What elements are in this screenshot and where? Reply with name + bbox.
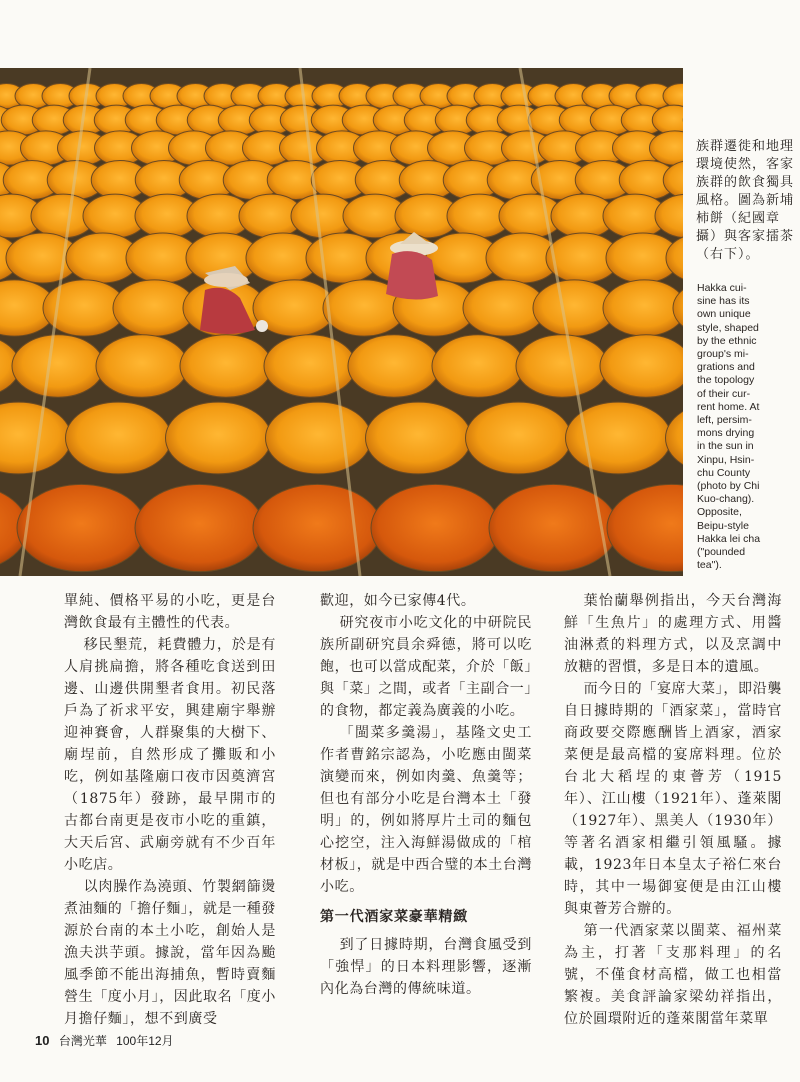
paragraph: 以肉臊作為澆頭、竹製網篩燙煮油麵的「擔仔麵」，就是一種發源於台南的本土小吃，創始人是漁夫洪芋頭。據說，當年因為颱風季節不能出海捕魚，暫時賣麵營生「度小月」，因此取名「度小月擔仔麵」，想不到廣受	[64, 879, 276, 1027]
paragraph: 移民墾荒，耗費體力，於是有人肩挑扁擔，將各種吃食送到田邊、山邊供開墾者食用。初民落戶為了祈求平安，興建廟宇舉辦迎神賽會，人群聚集的大樹下、廟埕前，自然形成了攤販和小吃，例如基隆廟口夜市因奠濟宮（1875年）發跡，最早開市的古都台南更是夜市小吃的重鎮，大天后宮、武廟旁就有不少百年小吃店。	[64, 637, 276, 873]
photo-caption-chinese: 族群遷徙和地理環境使然，客家族群的飲食獨具風格。圖為新埔柿餅（紀國章攝）與客家擂茶（右下）。	[696, 139, 795, 262]
caption-line: Beipu-style	[697, 519, 749, 532]
caption-line: Xinpu, Hsin-	[697, 453, 755, 466]
caption-line: (photo by Chi	[697, 480, 760, 493]
drying-tray	[600, 335, 683, 397]
persimmon-drying-photo	[0, 68, 683, 576]
drying-tray	[603, 280, 683, 336]
article-column-2	[320, 590, 532, 1000]
caption-line: chu County	[697, 466, 751, 479]
paragraph: 研究夜市小吃文化的中研院民族所副研究員余舜德，將可以吃飽，也可以當成配菜，介於「飯」與「菜」之間，或者「主副合一」的食物，都定義為廣義的小吃。	[320, 615, 532, 719]
caption-line: in the sun in	[697, 440, 754, 453]
caption-line: by the ethnic	[697, 334, 757, 347]
page-number: 10	[35, 1033, 50, 1048]
drying-tray	[96, 335, 188, 397]
paragraph: 「閩菜多羹湯」，基隆文史工作者曹銘宗認為，小吃應由閩菜演變而來，例如肉羹、魚羹等；但也有部分小吃是台灣本土「發明」的，例如將厚片土司的麵包心挖空，注入海鮮湯做成的「棺材板」，就是中西合璧的本土台灣小吃。	[320, 725, 532, 895]
caption-line: ("pounded	[697, 546, 746, 559]
caption-line: Hakka lei cha	[697, 532, 761, 545]
drying-tray	[516, 335, 608, 397]
paragraph: 歡迎，如今已家傳4代。	[320, 593, 476, 609]
drying-tray	[266, 402, 372, 474]
caption-line: grations and	[697, 361, 755, 374]
caption-line: Hakka cui-	[697, 282, 747, 294]
article-column-1	[64, 590, 276, 1030]
drying-tray	[166, 402, 272, 474]
drying-tray	[17, 484, 146, 571]
section-heading: 第一代酒家菜豪華精緻	[320, 909, 468, 925]
caption-line: the topology	[697, 374, 755, 387]
drying-tray	[366, 402, 472, 474]
photo-caption-english	[697, 282, 793, 572]
drying-tray	[66, 402, 172, 474]
drying-tray	[371, 484, 500, 571]
drying-tray	[432, 335, 524, 397]
caption-line: style, shaped	[697, 321, 759, 334]
drying-tray	[135, 484, 264, 571]
drying-tray	[466, 402, 572, 474]
drying-tray	[264, 335, 356, 397]
magazine-name: 台灣光華	[58, 1034, 107, 1048]
paragraph: 單純、價格平易的小吃，更是台灣飲食最有主體性的代表。	[64, 593, 276, 631]
drying-tray	[12, 335, 104, 397]
caption-line: Kuo-chang).	[697, 493, 755, 506]
caption-line: rent home. At	[697, 400, 760, 413]
paragraph: 到了日據時期，台灣食風受到「強悍」的日本料理影響，逐漸內化為台灣的傳統味道。	[320, 937, 532, 997]
article-column-3	[564, 590, 782, 1030]
paragraph: 葉怡蘭舉例指出，今天台灣海鮮「生魚片」的處理方式、用醬油淋煮的料理方式，以及烹調中放糖的習慣，多是日本的遺風。	[564, 593, 782, 675]
caption-line: Opposite,	[697, 506, 742, 519]
caption-line: tea").	[697, 559, 722, 572]
drying-tray	[489, 484, 618, 571]
drying-tray	[253, 484, 382, 571]
caption-line: sine has its	[697, 295, 750, 308]
page-footer	[35, 1032, 180, 1049]
caption-line: of their cur-	[697, 387, 751, 400]
paragraph: 第一代酒家菜以閩菜、福州菜為主，打著「支那料理」的名號，不僅食材高檔，做工也相當繁複。美食評論家梁幼祥指出，位於圓環附近的蓬萊閣當年菜單	[564, 923, 782, 1027]
issue-date: 100年12月	[116, 1034, 174, 1048]
caption-line: left, persim-	[697, 414, 752, 427]
caption-line: own unique	[697, 308, 751, 321]
drying-tray	[180, 335, 272, 397]
caption-line: mons drying	[697, 427, 755, 440]
caption-line: group's mi-	[697, 348, 749, 361]
paragraph: 而今日的「宴席大菜」，即沿襲自日據時期的「酒家菜」，當時官商政要交際應酬皆上酒家，酒家菜便是最高檔的宴席料理。位於台北大稻埕的東薈芳（1915年）、江山樓（1921年）、蓬萊閣（1927年）、黑美人（1930年）等著名酒家相繼引領風騷。據載，1923年日本皇太子裕仁來台時，其中一場御宴便是由江山樓與東薈芳合辦的。	[564, 681, 782, 917]
drying-tray	[348, 335, 440, 397]
